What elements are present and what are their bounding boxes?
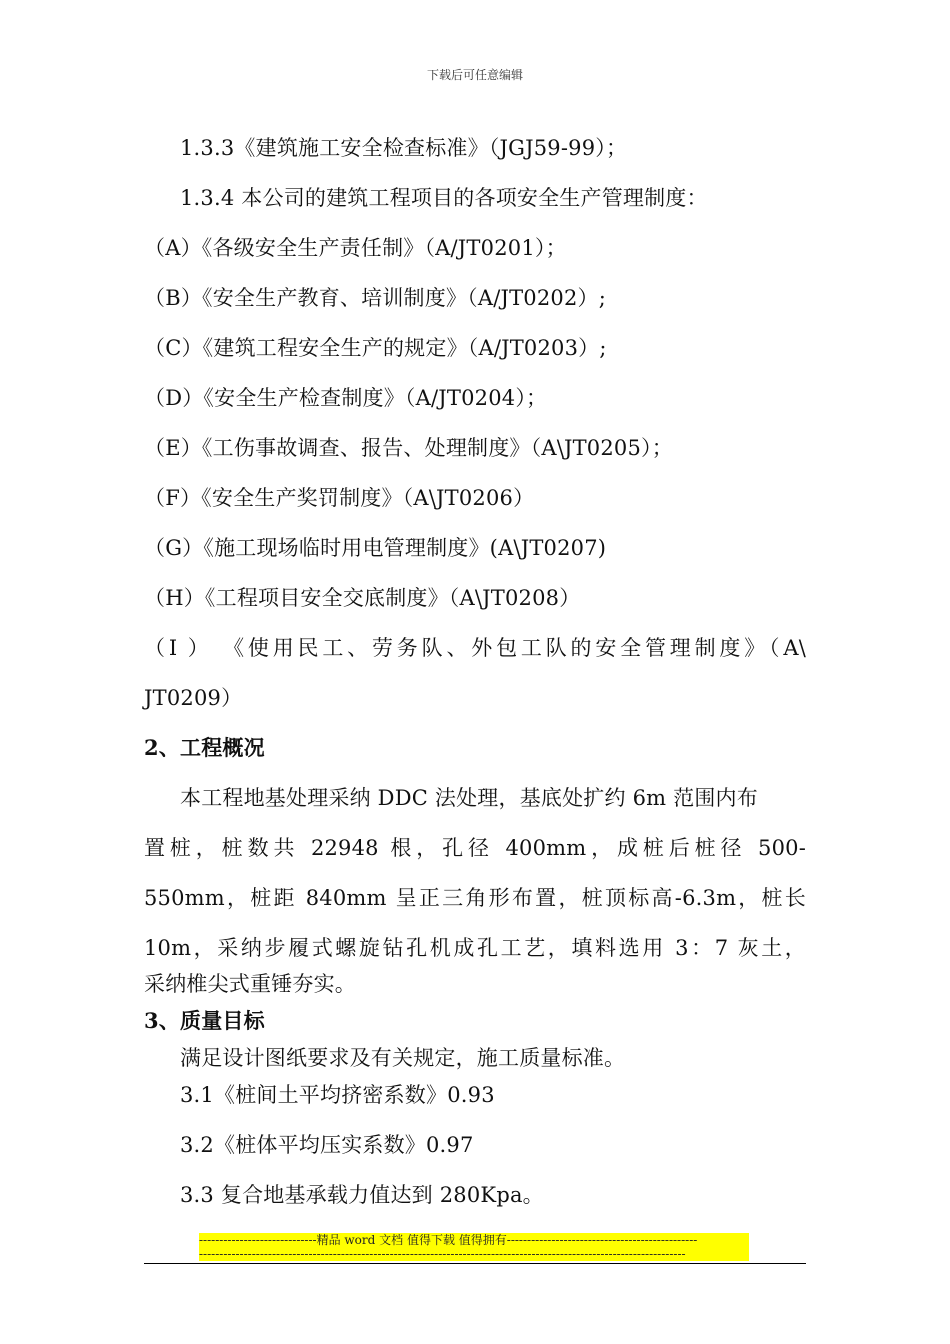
item-i-line1: （I ） 《使用民工、劳务队、外包工队的安全管理制度》（A\ xyxy=(144,636,806,660)
quality-3-1: 3.1《桩间土平均挤密系数》0.93 xyxy=(180,1083,495,1107)
item-c: （C）《建筑工程安全生产的规定》（A/JT0203）; xyxy=(144,336,607,360)
overview-line2: 置桩，桩数共 22948 根，孔径 400mm，成桩后桩径 500- xyxy=(144,836,806,860)
item-e: （E）《工伤事故调查、报告、处理制度》（A\JT0205）； xyxy=(144,436,673,460)
ref-1-3-3: 1.3.3《建筑施工安全检查标准》（JGJ59-99）； xyxy=(180,136,628,160)
page-header: 下载后可任意编辑 xyxy=(426,68,523,82)
item-d: （D）《安全生产检查制度》（A/JT0204）； xyxy=(144,386,548,410)
overview-line3: 550mm，桩距 840mm 呈正三角形布置，桩顶标高-6.3m，桩长 xyxy=(144,886,806,910)
overview-line1: 本工程地基处理采纳 DDC 法处理，基底处扩约 6m 范围内布 xyxy=(180,786,758,810)
quality-3-3: 3.3 复合地基承载力值达到 280Kpa。 xyxy=(180,1183,544,1207)
item-h: （H）《工程项目安全交底制度》（A\JT0208） xyxy=(144,586,581,610)
item-a: （A）《各级安全生产责任制》（A/JT0201）； xyxy=(144,236,567,260)
item-b: （B）《安全生产教育、培训制度》（A/JT0202）; xyxy=(144,286,607,310)
item-f: （F）《安全生产奖罚制度》（A\JT0206） xyxy=(144,486,535,510)
overview-line5: 采纳椎尖式重锤夯实。 xyxy=(144,972,356,996)
section-2-heading: 2、工程概况 xyxy=(144,735,265,760)
footer-banner-line2: ------------------------------------------------------------------------------------------------------------------------ xyxy=(199,1247,749,1261)
quality-3-2: 3.2《桩体平均压实系数》0.97 xyxy=(180,1133,474,1157)
ref-1-3-4: 1.3.4 本公司的建筑工程项目的各项安全生产管理制度： xyxy=(180,186,708,210)
item-i-line2: JT0209） xyxy=(144,686,243,710)
section-3-heading: 3、质量目标 xyxy=(144,1008,265,1033)
footer-rule xyxy=(144,1263,806,1264)
footer-banner-line1: -----------------------------精品 word 文档 值得下载 值得拥有----------------------------------------------- xyxy=(199,1233,749,1247)
overview-line4: 10m，采纳步履式螺旋钻孔机成孔工艺，填料选用 3：7 灰土， xyxy=(144,936,806,960)
quality-intro: 满足设计图纸要求及有关规定，施工质量标准。 xyxy=(180,1046,626,1070)
item-g: （G）《施工现场临时用电管理制度》(A\JT0207) xyxy=(144,536,607,560)
